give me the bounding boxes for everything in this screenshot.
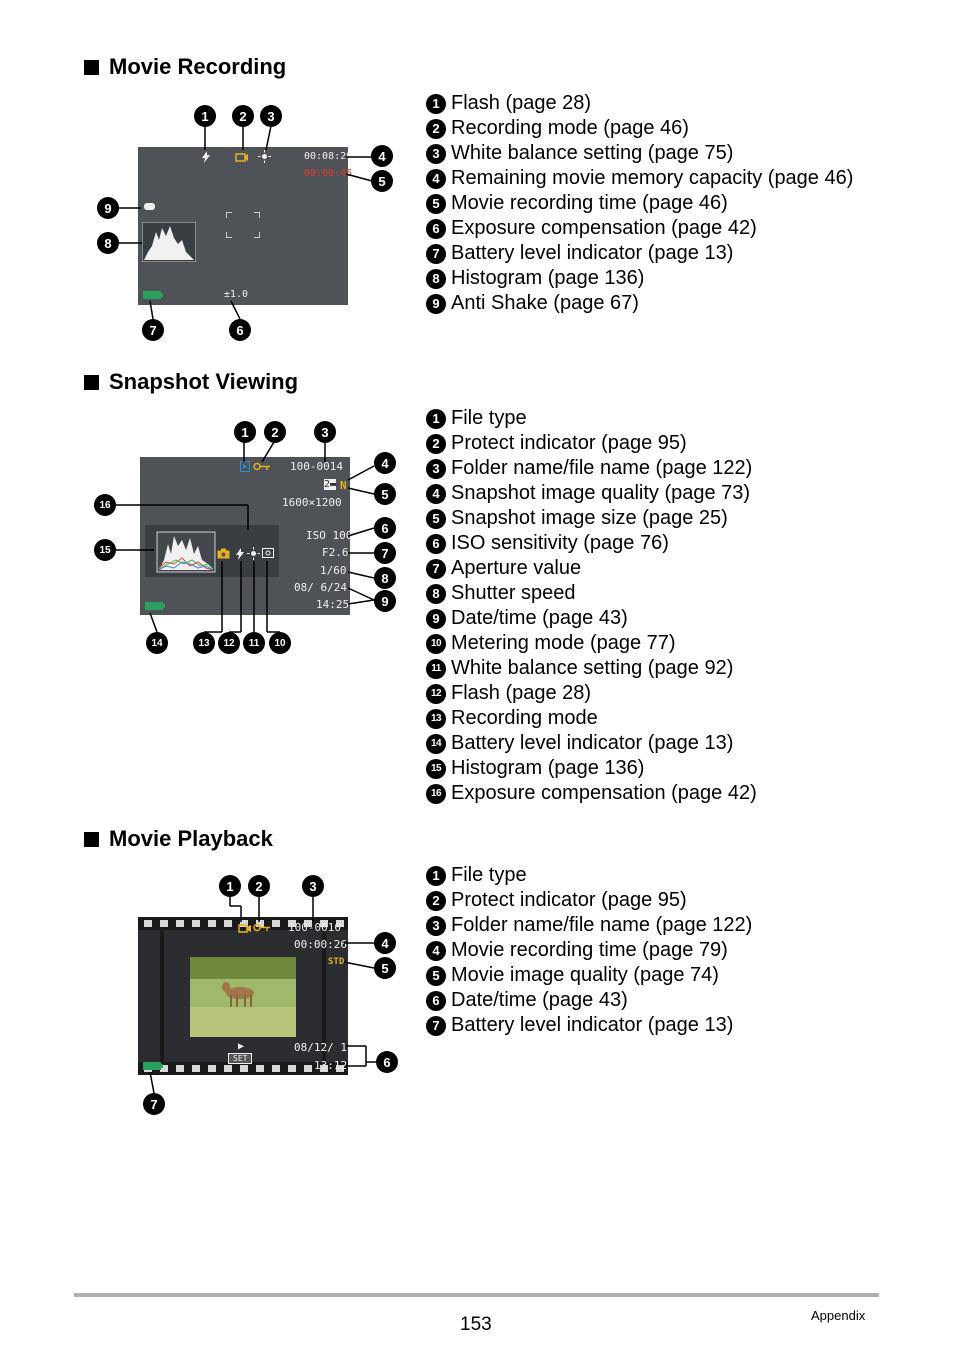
callout-4: 4 xyxy=(371,145,393,167)
number-badge: 4 xyxy=(426,941,446,961)
section-heading-snapshot-viewing xyxy=(84,369,298,395)
number-badge: 1 xyxy=(426,866,446,886)
quality-indicator: STD xyxy=(328,957,345,967)
list-item xyxy=(426,863,752,888)
number-badge: 5 xyxy=(426,194,446,214)
list-item xyxy=(426,1013,752,1038)
file-type-icon xyxy=(240,461,250,472)
number-badge: 14 xyxy=(426,734,446,754)
number-badge: 7 xyxy=(426,244,446,264)
number-badge: 7 xyxy=(426,559,446,579)
list-item-text: White balance setting (page 75) xyxy=(451,142,734,164)
number-badge: 8 xyxy=(426,584,446,604)
battery-icon xyxy=(144,601,166,611)
battery-icon xyxy=(142,290,164,300)
list-item xyxy=(426,406,757,431)
number-badge: 11 xyxy=(426,659,446,679)
shutter-speed: 1/60 xyxy=(320,564,347,577)
list-item-text: Battery level indicator (page 13) xyxy=(451,732,734,754)
callout-1: 1 xyxy=(194,105,216,127)
callout-14: 14 xyxy=(146,632,168,654)
callout-3: 3 xyxy=(260,105,282,127)
list-item-text: Folder name/file name (page 122) xyxy=(451,914,753,936)
metering-mode-icon xyxy=(262,548,274,558)
number-badge: 6 xyxy=(426,219,446,239)
callout-6: 6 xyxy=(374,517,396,539)
time: 14:25 xyxy=(316,598,350,611)
snapshot-viewing-list xyxy=(426,406,757,806)
section-title: Movie Playback xyxy=(109,826,273,851)
number-badge: 16 xyxy=(426,784,446,804)
list-item xyxy=(426,606,757,631)
list-item xyxy=(426,531,757,556)
callout-11: 11 xyxy=(243,632,265,654)
list-item-text: Anti Shake (page 67) xyxy=(451,292,639,314)
number-badge: 2 xyxy=(426,891,446,911)
callout-7: 7 xyxy=(374,542,396,564)
list-item-text: Remaining movie memory capacity (page 46) xyxy=(451,167,854,189)
number-badge: 9 xyxy=(426,609,446,629)
list-item-text: Movie recording time (page 46) xyxy=(451,192,728,214)
list-item xyxy=(426,506,757,531)
file-name: 100-0010 xyxy=(288,921,341,934)
clock-time: 13:12 xyxy=(314,1059,348,1072)
number-badge: 2 xyxy=(426,434,446,454)
list-item xyxy=(426,938,752,963)
callout-8: 8 xyxy=(97,232,119,254)
list-item xyxy=(426,456,757,481)
image-size: 1600×1200 xyxy=(282,496,342,509)
list-item xyxy=(426,91,853,116)
callout-3: 3 xyxy=(314,421,336,443)
footer-section-label: Appendix xyxy=(811,1308,866,1323)
callout-7: 7 xyxy=(143,1093,165,1115)
list-item xyxy=(426,731,757,756)
image-size-icon: 2▬ xyxy=(324,479,337,490)
list-item-text: Flash (page 28) xyxy=(451,682,592,704)
list-item-text: Protect indicator (page 95) xyxy=(451,889,687,911)
number-badge: 15 xyxy=(426,759,446,779)
list-item-text: Metering mode (page 77) xyxy=(451,632,676,654)
recording-time: 00:00:45 xyxy=(304,168,353,179)
number-badge: 12 xyxy=(426,684,446,704)
number-badge: 5 xyxy=(426,509,446,529)
list-item-text: Recording mode (page 46) xyxy=(451,117,689,139)
number-badge: 2 xyxy=(426,119,446,139)
file-name: 100-0014 xyxy=(290,460,343,473)
list-item xyxy=(426,656,757,681)
list-item-text: Recording mode xyxy=(451,707,598,729)
list-item xyxy=(426,241,853,266)
list-item-text: Aperture value xyxy=(451,557,582,579)
list-item-text: Movie image quality (page 74) xyxy=(451,964,719,986)
list-item-text: Histogram (page 136) xyxy=(451,267,645,289)
list-item xyxy=(426,581,757,606)
deer-photo-thumbnail xyxy=(190,957,296,1037)
list-item xyxy=(426,266,853,291)
number-badge: 3 xyxy=(426,459,446,479)
protect-key-icon xyxy=(253,923,271,932)
flash-icon xyxy=(236,548,244,560)
list-item-text: File type xyxy=(451,864,527,886)
quality-indicator: N xyxy=(340,479,347,492)
list-item xyxy=(426,963,752,988)
callout-13: 13 xyxy=(193,632,215,654)
list-item-text: Histogram (page 136) xyxy=(451,757,645,779)
list-item xyxy=(426,291,853,316)
list-item-text: Movie recording time (page 79) xyxy=(451,939,728,961)
movie-mode-icon xyxy=(235,151,249,162)
list-item xyxy=(426,913,752,938)
callout-3: 3 xyxy=(302,875,324,897)
number-badge: 8 xyxy=(426,269,446,289)
list-item xyxy=(426,756,757,781)
section-title: Movie Recording xyxy=(109,54,287,79)
square-bullet-icon xyxy=(84,60,99,75)
list-item xyxy=(426,706,757,731)
callout-9: 9 xyxy=(374,590,396,612)
list-item xyxy=(426,556,757,581)
number-badge: 6 xyxy=(426,991,446,1011)
play-icon: ▶ xyxy=(238,1041,245,1052)
number-badge: 10 xyxy=(426,634,446,654)
callout-8: 8 xyxy=(374,567,396,589)
list-item-text: Folder name/file name (page 122) xyxy=(451,457,753,479)
list-item-text: Exposure compensation (page 42) xyxy=(451,782,757,804)
list-item-text: Protect indicator (page 95) xyxy=(451,432,687,454)
callout-5: 5 xyxy=(374,483,396,505)
page-number: 153 xyxy=(460,1314,492,1335)
list-item-text: Battery level indicator (page 13) xyxy=(451,242,734,264)
number-badge: 5 xyxy=(426,966,446,986)
list-item-text: White balance setting (page 92) xyxy=(451,657,734,679)
section-heading-movie-playback xyxy=(84,826,273,852)
callout-4: 4 xyxy=(374,452,396,474)
number-badge: 6 xyxy=(426,534,446,554)
footer-rule xyxy=(74,1293,879,1297)
date: 08/12/ 1 xyxy=(294,1041,347,1054)
number-badge: 7 xyxy=(426,1016,446,1036)
iso-value: ISO 100 xyxy=(306,529,353,542)
list-item xyxy=(426,681,757,706)
square-bullet-icon xyxy=(84,832,99,847)
histogram xyxy=(142,222,196,262)
list-item xyxy=(426,216,853,241)
camera-mode-icon xyxy=(217,548,230,559)
list-item-text: Date/time (page 43) xyxy=(451,607,628,629)
list-item xyxy=(426,431,757,456)
list-item-text: File type xyxy=(451,407,527,429)
aperture-value: F2.6 xyxy=(322,546,349,559)
callout-12: 12 xyxy=(218,632,240,654)
callout-4: 4 xyxy=(374,932,396,954)
list-item xyxy=(426,631,757,656)
movie-recording-list xyxy=(426,91,853,316)
list-item xyxy=(426,191,853,216)
callout-10: 10 xyxy=(269,632,291,654)
anti-shake-hand-icon xyxy=(142,201,158,211)
callout-6: 6 xyxy=(229,319,251,341)
list-item xyxy=(426,141,853,166)
movie-file-icon xyxy=(238,923,252,933)
set-button-label: SET xyxy=(228,1053,252,1064)
section-title: Snapshot Viewing xyxy=(109,369,299,394)
callout-15: 15 xyxy=(94,539,116,561)
number-badge: 3 xyxy=(426,144,446,164)
list-item xyxy=(426,116,853,141)
callout-7: 7 xyxy=(142,319,164,341)
movie-recording-screen xyxy=(138,147,353,305)
section-heading-movie-recording xyxy=(84,54,286,80)
list-item-text: ISO sensitivity (page 76) xyxy=(451,532,669,554)
date: 08/ 6/24 xyxy=(294,581,347,594)
list-item-text: Snapshot image quality (page 73) xyxy=(451,482,751,504)
number-badge: 9 xyxy=(426,294,446,314)
movie-playback-screen xyxy=(138,917,348,1075)
callout-2: 2 xyxy=(248,875,270,897)
battery-icon xyxy=(142,1061,164,1071)
callout-6: 6 xyxy=(376,1051,398,1073)
snapshot-viewing-screen xyxy=(140,457,353,615)
protect-key-icon xyxy=(253,462,271,471)
list-item-text: Snapshot image size (page 25) xyxy=(451,507,728,529)
list-item-text: Flash (page 28) xyxy=(451,92,592,114)
white-balance-sun-icon xyxy=(247,547,260,560)
number-badge: 4 xyxy=(426,169,446,189)
white-balance-sun-icon xyxy=(258,150,271,163)
number-badge: 4 xyxy=(426,484,446,504)
callout-16: 16 xyxy=(94,494,116,516)
callout-2: 2 xyxy=(264,421,286,443)
list-item xyxy=(426,888,752,913)
square-bullet-icon xyxy=(84,375,99,390)
number-badge: 3 xyxy=(426,916,446,936)
number-badge: 13 xyxy=(426,709,446,729)
list-item xyxy=(426,166,853,191)
movie-playback-list xyxy=(426,863,752,1038)
focus-frame xyxy=(226,212,260,238)
callout-5: 5 xyxy=(371,170,393,192)
callout-1: 1 xyxy=(219,875,241,897)
list-item xyxy=(426,988,752,1013)
list-item xyxy=(426,781,757,806)
list-item-text: Date/time (page 43) xyxy=(451,989,628,1011)
number-badge: 1 xyxy=(426,409,446,429)
list-item-text: Battery level indicator (page 13) xyxy=(451,1014,734,1036)
number-badge: 1 xyxy=(426,94,446,114)
recording-time: 00:00:26 xyxy=(294,938,347,951)
list-item-text: Exposure compensation (page 42) xyxy=(451,217,757,239)
callout-2: 2 xyxy=(232,105,254,127)
list-item xyxy=(426,481,757,506)
flash-icon xyxy=(201,151,211,163)
exposure-compensation: ±1.0 xyxy=(224,289,249,300)
callout-5: 5 xyxy=(374,957,396,979)
callout-1: 1 xyxy=(234,421,256,443)
list-item-text: Shutter speed xyxy=(451,582,576,604)
remaining-capacity: 00:08:20 xyxy=(304,151,353,162)
callout-9: 9 xyxy=(97,197,119,219)
